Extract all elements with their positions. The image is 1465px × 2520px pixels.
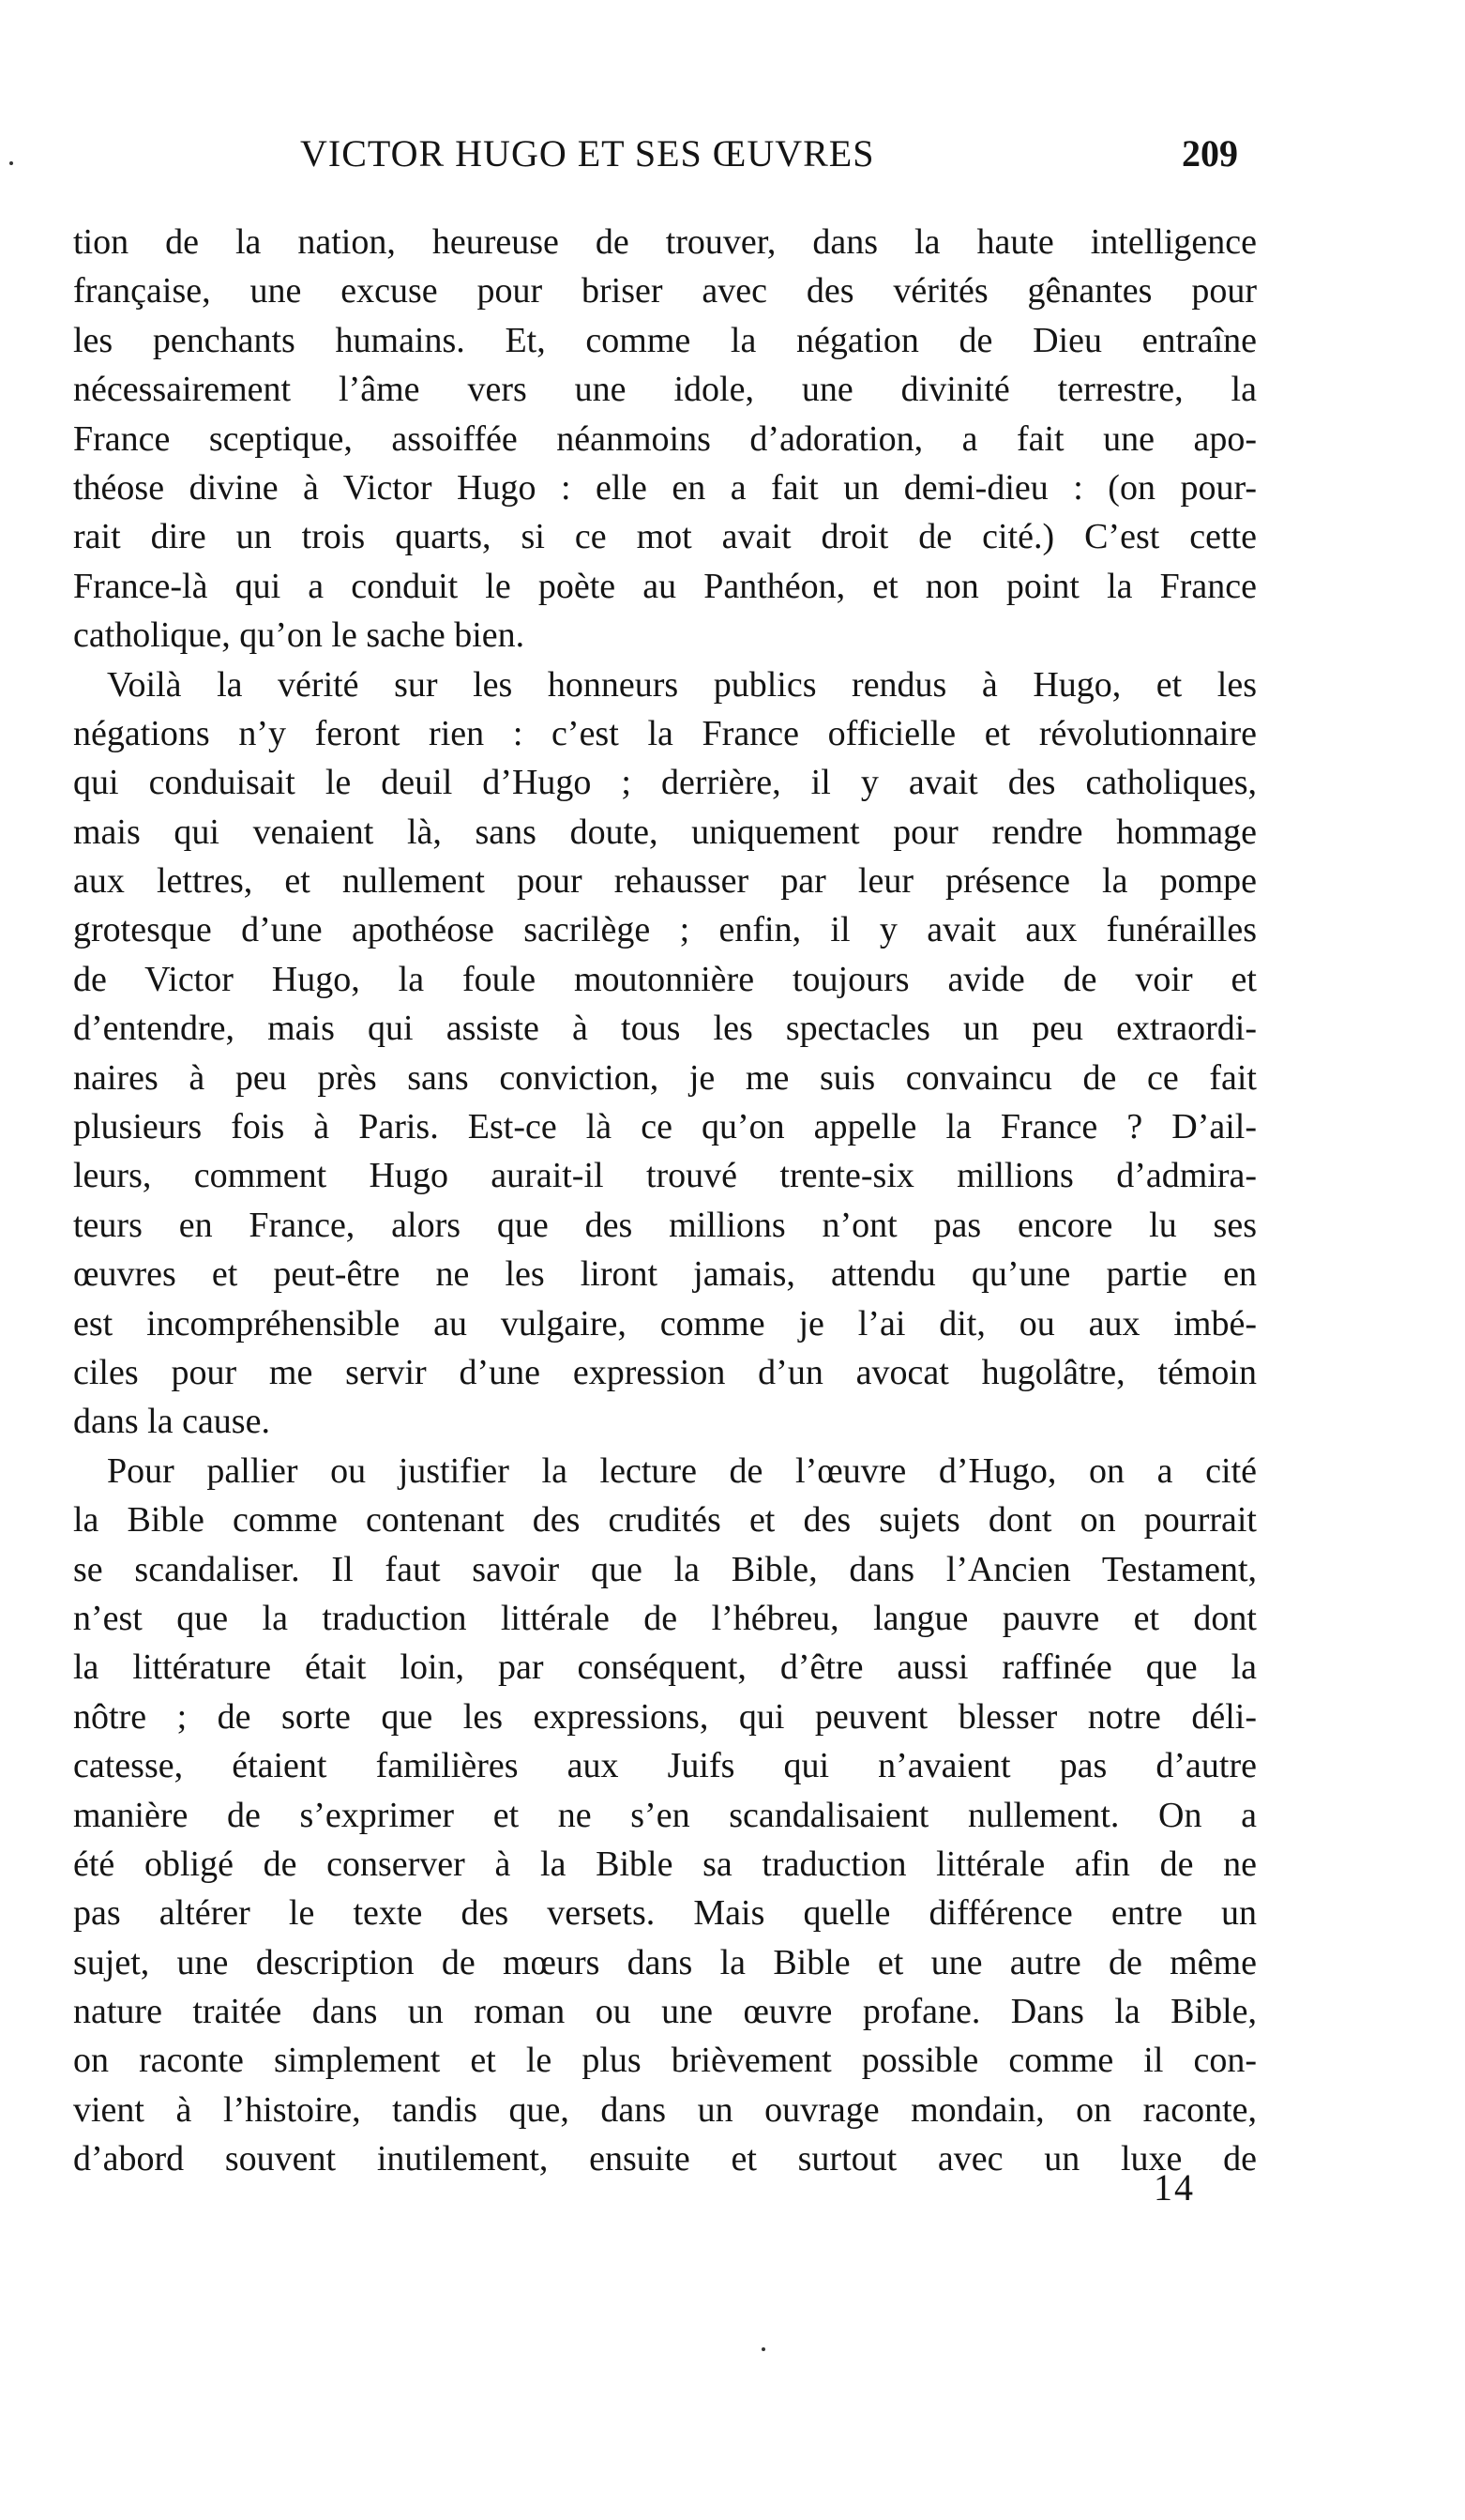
text-line: leurs, comment Hugo aurait-il trouvé trente-six millions d’admira-	[73, 1156, 1257, 1196]
text-line: plusieurs fois à Paris. Est-ce là ce qu’on appelle la France ? D’ail-	[73, 1107, 1257, 1147]
text-line: teurs en France, alors que des millions n’ont pas encore lu ses	[73, 1205, 1257, 1245]
text-line: la littérature était loin, par conséquent, d’être aussi raffinée que la	[73, 1647, 1257, 1688]
text-line: d’abord souvent inutilement, ensuite et surtout avec un luxe de	[73, 2139, 1257, 2179]
text-line: rait dire un trois quarts, si ce mot avait droit de cité.) C’est cette	[73, 517, 1257, 557]
text-line: grotesque d’une apothéose sacrilège ; enfin, il y avait aux funérailles	[73, 910, 1257, 950]
text-line: nôtre ; de sorte que les expressions, qui peuvent blesser notre déli-	[73, 1696, 1257, 1737]
text-line: mais qui venaient là, sans doute, uniquement pour rendre hommage	[73, 812, 1257, 852]
text-line: nécessairement l’âme vers une idole, une divinité terrestre, la	[73, 370, 1257, 410]
text-line: naires à peu près sans conviction, je me suis convaincu de ce fait	[73, 1057, 1257, 1098]
text-line: on raconte simplement et le plus brièvement possible comme il con-	[73, 2041, 1257, 2081]
signature-mark: 14	[1154, 2166, 1195, 2209]
stray-mark	[762, 2347, 765, 2351]
page-header	[300, 131, 1238, 206]
text-line: vient à l’histoire, tandis que, dans un ouvrage mondain, on raconte,	[73, 2089, 1257, 2130]
text-line: se scandaliser. Il faut savoir que la Bible, dans l’Ancien Testament,	[73, 1549, 1257, 1589]
text-line: n’est que la traduction littérale de l’hébreu, langue pauvre et dont	[73, 1598, 1257, 1638]
text-line: catesse, étaient familières aux Juifs qui n’avaient pas d’autre	[73, 1746, 1257, 1786]
text-line: française, une excuse pour briser avec des vérités gênantes pour	[73, 271, 1257, 311]
text-line: France-là qui a conduit le poète au Panthéon, et non point la France	[73, 566, 1257, 606]
text-line: les penchants humains. Et, comme la négation de Dieu entraîne	[73, 320, 1257, 360]
page-number: 209	[1182, 132, 1238, 175]
text-line: catholique, qu’on le sache bien.	[73, 615, 525, 656]
text-line: été obligé de conserver à la Bible sa traduction littérale afin de ne	[73, 1844, 1257, 1884]
text-line: Pour pallier ou justifier la lecture de l’œuvre d’Hugo, on a cité	[107, 1450, 1257, 1491]
text-line: qui conduisait le deuil d’Hugo ; derrière, il y avait des catholiques,	[73, 763, 1257, 803]
text-line: ciles pour me servir d’une expression d’un avocat hugolâtre, témoin	[73, 1352, 1257, 1392]
text-line: dans la cause.	[73, 1402, 270, 1442]
text-line: théose divine à Victor Hugo : elle en a fait un demi-dieu : (on pour-	[73, 467, 1257, 508]
stray-mark	[9, 161, 13, 165]
text-line: tion de la nation, heureuse de trouver, dans la haute intelligence	[73, 222, 1257, 262]
text-line: œuvres et peut-être ne les liront jamais, attendu qu’une partie en	[73, 1254, 1257, 1295]
text-line: est incompréhensible au vulgaire, comme je l’ai dit, ou aux imbé-	[73, 1303, 1257, 1343]
text-line: sujet, une description de mœurs dans la Bible et une autre de même	[73, 1942, 1257, 1982]
text-line: de Victor Hugo, la foule moutonnière toujours avide de voir et	[73, 959, 1257, 999]
text-line: nature traitée dans un roman ou une œuvre profane. Dans la Bible,	[73, 1992, 1257, 2032]
body-text	[73, 218, 1257, 2184]
text-line: pas altérer le texte des versets. Mais quelle différence entre un	[73, 1893, 1257, 1934]
text-line: France sceptique, assoiffée néanmoins d’adoration, a fait une apo-	[73, 418, 1257, 459]
text-line: la Bible comme contenant des crudités et des sujets dont on pourrait	[73, 1500, 1257, 1541]
running-title: VICTOR HUGO ET SES ŒUVRES	[300, 132, 875, 175]
text-line: Voilà la vérité sur les honneurs publics rendus à Hugo, et les	[107, 664, 1257, 705]
text-line: manière de s’exprimer et ne s’en scandalisaient nullement. On a	[73, 1795, 1257, 1835]
text-line: d’entendre, mais qui assiste à tous les spectacles un peu extraordi-	[73, 1009, 1257, 1049]
text-line: négations n’y feront rien : c’est la France officielle et révolutionnaire	[73, 713, 1257, 753]
text-line: aux lettres, et nullement pour rehausser par leur présence la pompe	[73, 861, 1257, 902]
